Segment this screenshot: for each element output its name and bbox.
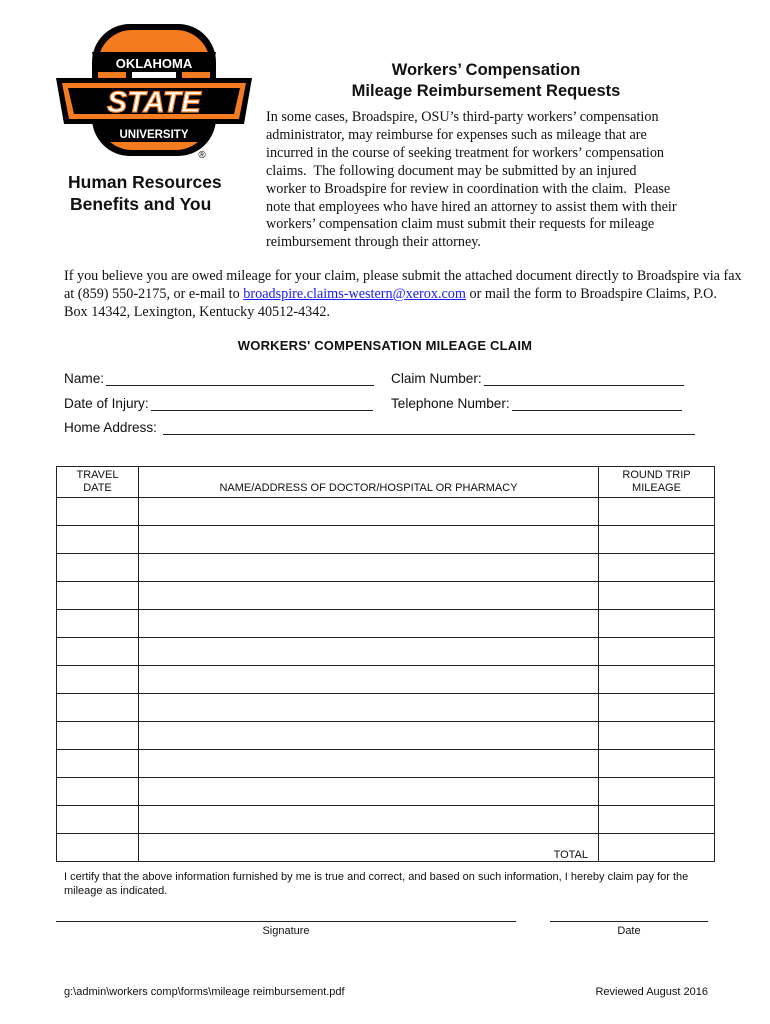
department-name: Human Resources bbox=[68, 172, 222, 192]
injury-date-input-line[interactable] bbox=[151, 396, 373, 411]
injury-date-label: Date of Injury: bbox=[64, 396, 149, 411]
table-row bbox=[57, 610, 715, 638]
doctor-address-cell[interactable] bbox=[139, 582, 599, 610]
telephone-label: Telephone Number: bbox=[391, 396, 510, 411]
total-empty-cell bbox=[57, 834, 139, 862]
doctor-address-cell[interactable] bbox=[139, 750, 599, 778]
table-row bbox=[57, 778, 715, 806]
logo-top-text: OKLAHOMA bbox=[115, 56, 193, 71]
page-title-line1: Workers’ Compensation bbox=[391, 61, 581, 79]
table-row bbox=[57, 806, 715, 834]
table-row bbox=[57, 554, 715, 582]
mileage-cell[interactable] bbox=[599, 778, 715, 806]
instructions-paragraph bbox=[64, 267, 744, 321]
injury-date-field[interactable] bbox=[64, 396, 373, 411]
mileage-cell[interactable] bbox=[599, 638, 715, 666]
total-mileage-cell[interactable] bbox=[599, 834, 715, 862]
mileage-cell[interactable] bbox=[599, 526, 715, 554]
doctor-address-cell[interactable] bbox=[139, 554, 599, 582]
mileage-cell[interactable] bbox=[599, 722, 715, 750]
travel-date-cell[interactable] bbox=[57, 722, 139, 750]
travel-date-cell[interactable] bbox=[57, 806, 139, 834]
certification-text: I certify that the above information furnished by me is true and correct, and based on such information, I hereby claim pay for the mileage as indicated. bbox=[64, 871, 689, 897]
doctor-address-cell[interactable] bbox=[139, 806, 599, 834]
table-row bbox=[57, 498, 715, 526]
doctor-address-cell[interactable] bbox=[139, 610, 599, 638]
table-row bbox=[57, 666, 715, 694]
home-address-input-line[interactable] bbox=[163, 420, 695, 435]
registered-mark: ® bbox=[198, 150, 206, 161]
page-title-line2: Mileage Reimbursement Requests bbox=[351, 82, 621, 100]
logo-bottom-text: UNIVERSITY bbox=[119, 129, 189, 141]
col-travel-date: TRAVEL DATE bbox=[57, 467, 139, 498]
claim-number-field[interactable] bbox=[391, 371, 684, 386]
mileage-cell[interactable] bbox=[599, 610, 715, 638]
doctor-address-cell[interactable] bbox=[139, 666, 599, 694]
date-line[interactable] bbox=[550, 921, 708, 922]
date-label: Date bbox=[617, 925, 641, 937]
file-path: g:\admin\workers comp\forms\mileage reimbursement.pdf bbox=[64, 986, 345, 998]
table-row bbox=[57, 526, 715, 554]
signature-line[interactable] bbox=[56, 921, 516, 922]
table-row bbox=[57, 582, 715, 610]
table-header-row bbox=[57, 467, 715, 498]
name-input-line[interactable] bbox=[106, 371, 374, 386]
travel-date-cell[interactable] bbox=[57, 778, 139, 806]
mileage-cell[interactable] bbox=[599, 806, 715, 834]
travel-date-cell[interactable] bbox=[57, 638, 139, 666]
total-label: TOTAL bbox=[139, 834, 599, 862]
col-round-trip-mileage: ROUND TRIP MILEAGE bbox=[599, 467, 715, 498]
home-address-field[interactable] bbox=[64, 420, 695, 435]
mileage-cell[interactable] bbox=[599, 750, 715, 778]
logo-main-text: STATE bbox=[107, 86, 201, 119]
instructions-text-before: If you believe you are owed mileage for your claim, please submit the attached document directly to Broadspire via fax at (859) 550-2175, or e-mail to bbox=[64, 268, 742, 302]
table-row bbox=[57, 638, 715, 666]
doctor-address-cell[interactable] bbox=[139, 638, 599, 666]
claim-number-input-line[interactable] bbox=[484, 371, 684, 386]
table-row bbox=[57, 694, 715, 722]
travel-date-cell[interactable] bbox=[57, 666, 139, 694]
intro-paragraph: In some cases, Broadspire, OSU’s third-party workers’ compensation administrator, may reimburse for expenses such as mileage that are incurred in the course of seeking treatment for workers’ compensation claims. The following document may be submitted by an injured worker to Broadspire for review in coordination with the claim. Please note that employees who have hired an attorney to assist them with their workers’ compensation claim must submit their requests for mileage reimbursement through their attorney. bbox=[266, 109, 677, 251]
osu-logo-graphic bbox=[52, 20, 256, 170]
travel-date-cell[interactable] bbox=[57, 582, 139, 610]
travel-date-cell[interactable] bbox=[57, 694, 139, 722]
mileage-table bbox=[56, 466, 715, 862]
travel-date-cell[interactable] bbox=[57, 526, 139, 554]
travel-date-cell[interactable] bbox=[57, 610, 139, 638]
total-row bbox=[57, 834, 715, 862]
mileage-cell[interactable] bbox=[599, 498, 715, 526]
doctor-address-cell[interactable] bbox=[139, 722, 599, 750]
col-doctor-name-address: NAME/ADDRESS OF DOCTOR/HOSPITAL OR PHARMACY bbox=[139, 467, 599, 498]
name-field[interactable] bbox=[64, 371, 374, 386]
reviewed-date: Reviewed August 2016 bbox=[595, 986, 708, 998]
telephone-input-line[interactable] bbox=[512, 396, 682, 411]
signature-label: Signature bbox=[262, 925, 310, 937]
email-link[interactable]: broadspire.claims-western@xerox.com bbox=[243, 286, 466, 302]
osu-logo bbox=[52, 20, 256, 170]
tagline: Benefits and You bbox=[70, 194, 212, 214]
travel-date-cell[interactable] bbox=[57, 554, 139, 582]
table-body bbox=[57, 498, 715, 862]
claim-number-label: Claim Number: bbox=[391, 371, 482, 386]
doctor-address-cell[interactable] bbox=[139, 498, 599, 526]
form-title: WORKERS' COMPENSATION MILEAGE CLAIM bbox=[237, 338, 533, 353]
doctor-address-cell[interactable] bbox=[139, 694, 599, 722]
travel-date-cell[interactable] bbox=[57, 498, 139, 526]
home-address-label: Home Address: bbox=[64, 420, 157, 435]
doctor-address-cell[interactable] bbox=[139, 778, 599, 806]
travel-date-cell[interactable] bbox=[57, 750, 139, 778]
instructions-text-after: or mail the form to Broadspire Claims, P.O. Box 14342, Lexington, Kentucky 40512-4342. bbox=[64, 286, 717, 320]
name-label: Name: bbox=[64, 371, 105, 386]
table-row bbox=[57, 750, 715, 778]
mileage-cell[interactable] bbox=[599, 554, 715, 582]
doctor-address-cell[interactable] bbox=[139, 526, 599, 554]
telephone-field[interactable] bbox=[391, 396, 682, 411]
mileage-cell[interactable] bbox=[599, 694, 715, 722]
table-row bbox=[57, 722, 715, 750]
mileage-cell[interactable] bbox=[599, 582, 715, 610]
mileage-cell[interactable] bbox=[599, 666, 715, 694]
